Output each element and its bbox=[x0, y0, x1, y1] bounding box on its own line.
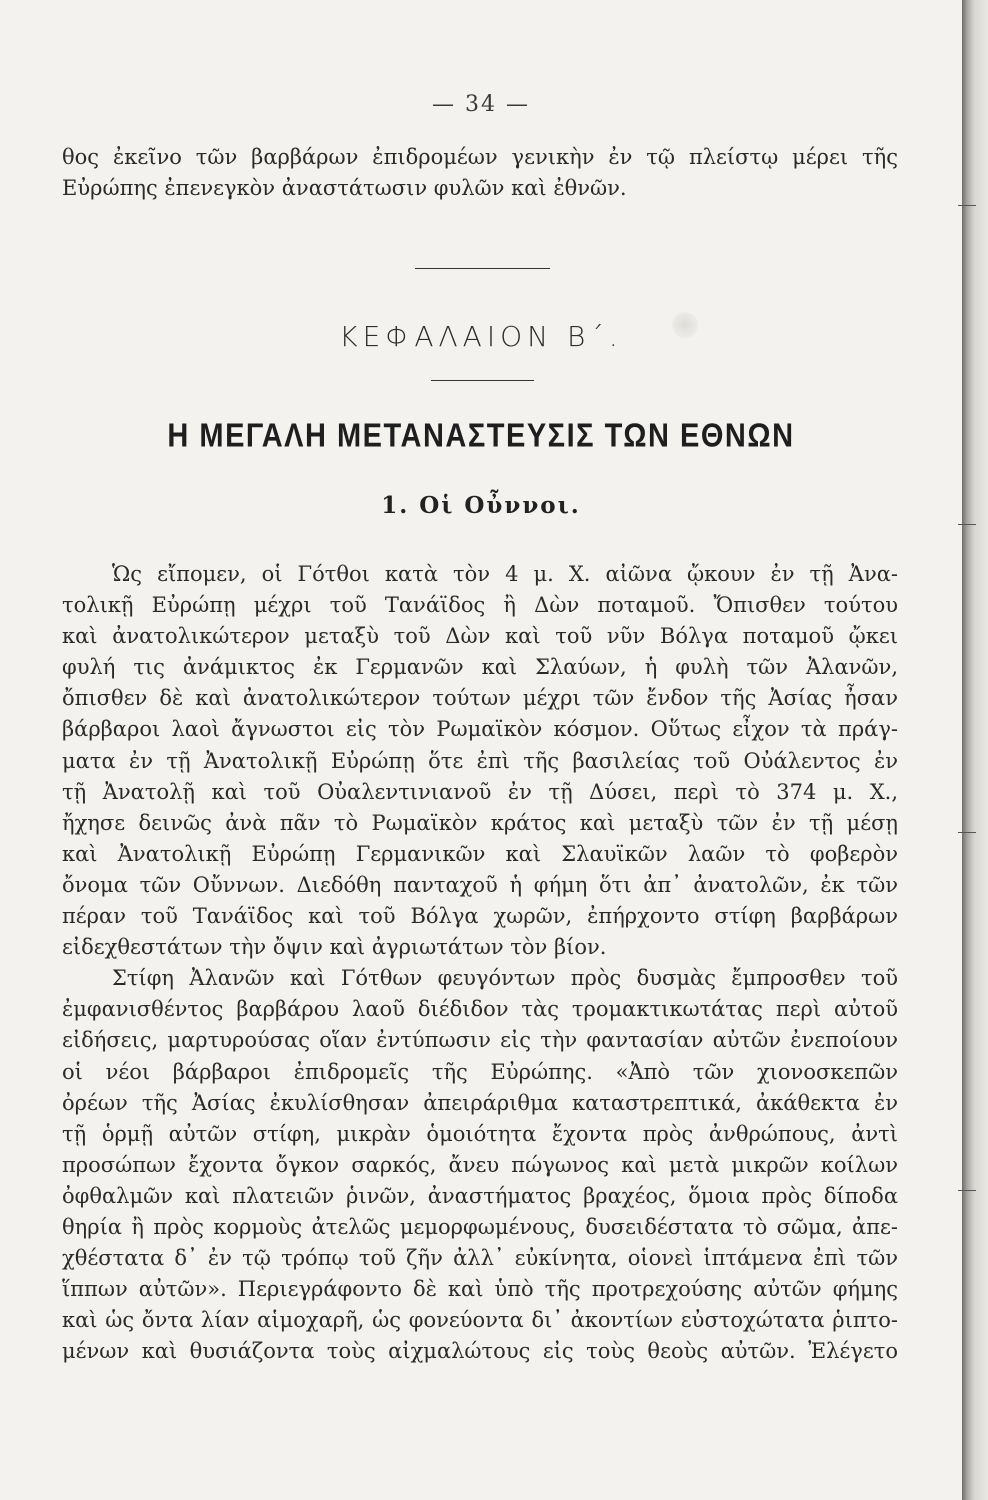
margin-tick bbox=[958, 524, 976, 525]
intro-paragraph bbox=[62, 142, 898, 204]
text-line: προσώπων ἔχοντα ὄγκον σαρκός, ἄνευ πώγωνος καὶ μετὰ μικρῶν κοίλων bbox=[62, 1152, 898, 1177]
margin-tick bbox=[958, 1190, 976, 1191]
text-line: καὶ Ἀνατολικῇ Εὐρώπῃ Γερμανικῶν καὶ Σλαυϊκῶν λαῶν τὸ φοβερὸν bbox=[62, 841, 898, 866]
text-line: φυλή τις ἀνάμικτος ἐκ Γερμανῶν καὶ Σλαύων, ἡ φυλὴ τῶν Ἀλανῶν, bbox=[62, 655, 898, 680]
page-number: — 34 — bbox=[432, 92, 530, 117]
text-line: Εὐρώπης ἐπενεγκὸν ἀναστάτωσιν φυλῶν καὶ ἐθνῶν. bbox=[62, 176, 627, 201]
text-line: πέραν τοῦ Τανάϊδος καὶ τοῦ Βόλγα χωρῶν, ἐπήρχοντο στίφη βαρβάρων bbox=[62, 904, 898, 929]
margin-tick bbox=[958, 205, 976, 206]
text-line: ἵππων αὐτῶν». Περιεγράφοντο δὲ καὶ ὑπὸ τῆς προτρεχούσης αὐτῶν φήμης bbox=[62, 1277, 898, 1302]
text-line: χθέστατα δ᾿ ἐν τῷ τρόπῳ τοῦ ζῆν ἀλλ᾿ εὐκίνητα, οἱονεὶ ἱπτάμενα ἐπὶ τῶν bbox=[62, 1246, 898, 1271]
chapter-title: Η ΜΕΓΑΛΗ ΜΕΤΑΝΑΣΤΕΥΣΙΣ ΤΩΝ ΕΘΝΩΝ bbox=[167, 417, 795, 455]
separator-rule bbox=[431, 380, 534, 381]
text-line: οἱ νέοι βάρβαροι ἐπιδρομεῖς τῆς Εὐρώπης. «Ἀπὸ τῶν χιονοσκεπῶν bbox=[62, 1059, 898, 1084]
text-line: τῇ ὁρμῇ αὐτῶν στίφη, μικρὰν ὁμοιότητα ἔχοντα πρὸς ἀνθρώπους, ἀντὶ bbox=[62, 1121, 898, 1146]
book-binding-edge bbox=[962, 0, 988, 1500]
text-line: εἰδεχθεστάτων τὴν ὄψιν καὶ ἀγριωτάτων τὸν βίον. bbox=[62, 935, 607, 960]
text-line: μένων καὶ θυσιάζοντα τοὺς αἰχμαλώτους εἰς τοὺς θεοὺς αὐτῶν. Ἐλέγετο bbox=[62, 1339, 898, 1364]
text-line: θος ἐκεῖνο τῶν βαρβάρων ἐπιδρομέων γενικὴν ἐν τῷ πλείστῳ μέρει τῆς bbox=[62, 145, 898, 169]
text-line: τολικῇ Εὐρώπῃ μέχρι τοῦ Τανάϊδος ἢ Δὼν ποταμοῦ. Ὄπισθεν τούτου bbox=[62, 593, 898, 618]
text-line: ματα ἐν τῇ Ἀνατολικῇ Εὐρώπῃ ὅτε ἐπὶ τῆς βασιλείας τοῦ Οὐάλεντος ἐν bbox=[62, 748, 898, 773]
separator-rule bbox=[415, 268, 550, 269]
text-line: καὶ ὡς ὄντα λίαν αἱμοχαρῆ, ὡς φονεύοντα δι᾿ ἀκοντίων εὐστοχώτατα ῥιπτο- bbox=[62, 1308, 898, 1333]
text-line: βάρβαροι λαοὶ ἄγνωστοι εἰς τὸν Ρωμαϊκὸν κόσμον. Οὕτως εἶχον τὰ πράγ- bbox=[62, 717, 898, 742]
text-line: εἰδήσεις, μαρτυρούσας οἵαν ἐντύπωσιν εἰς τὴν φαντασίαν αὐτῶν ἐνεποίουν bbox=[62, 1028, 898, 1053]
text-line: ἐμφανισθέντος βαρβάρου λαοῦ διέδιδον τὰς τρομακτικωτάτας περὶ αὐτοῦ bbox=[62, 997, 898, 1022]
text-line: ὄπισθεν δὲ καὶ ἀνατολικώτερον τούτων μέχρι τῶν ἔνδον τῆς Ἀσίας ἦσαν bbox=[62, 686, 898, 711]
text-line: Ὡς εἴπομεν, οἱ Γότθοι κατὰ τὸν 4 μ. Χ. αἰῶνα ᾤκουν ἐν τῇ Ἀνα- bbox=[112, 562, 898, 586]
text-line: ὀφθαλμῶν καὶ πλατειῶν ῥινῶν, ἀναστήματος βραχέος, ὅμοια πρὸς δίποδα bbox=[62, 1183, 898, 1208]
text-line: ὀρέων τῆς Ἀσίας ἐκυλίσθησαν ἀπειράριθμα καταστρεπτικά, ἀκάθεκτα ἐν bbox=[62, 1090, 898, 1115]
text-line: ἤχησε δεινῶς ἀνὰ πᾶν τὸ Ρωμαϊκὸν κράτος καὶ μεταξὺ τῶν ἐν τῇ μέσῃ bbox=[62, 810, 898, 835]
body-text bbox=[62, 559, 898, 1367]
text-line: καὶ ἀνατολικώτερον μεταξὺ τοῦ Δὼν καὶ τοῦ νῦν Βόλγα ποταμοῦ ᾤκει bbox=[62, 624, 898, 649]
chapter-label: ΚΕΦΑΛΑΙΟΝ Β΄. bbox=[339, 320, 623, 353]
text-line: τῇ Ἀνατολῇ καὶ τοῦ Οὐαλεντινιανοῦ ἐν τῇ Δύσει, περὶ τὸ 374 μ. Χ., bbox=[62, 779, 898, 804]
text-line: Στίφη Ἀλανῶν καὶ Γότθων φευγόντων πρὸς δυσμὰς ἔμπροσθεν τοῦ bbox=[112, 966, 898, 991]
margin-tick bbox=[958, 832, 976, 833]
text-line: θηρία ἢ πρὸς κορμοὺς ἀτελῶς μεμορφωμένους, δυσειδέστατα τὸ σῶμα, ἀπε- bbox=[62, 1214, 898, 1239]
section-title: 1. Οἱ Οὖννοι. bbox=[381, 492, 581, 519]
text-line: ὄνομα τῶν Οὔννων. Διεδόθη πανταχοῦ ἡ φήμη ὅτι ἀπ᾿ ἀνατολῶν, ἐκ τῶν bbox=[62, 872, 898, 897]
